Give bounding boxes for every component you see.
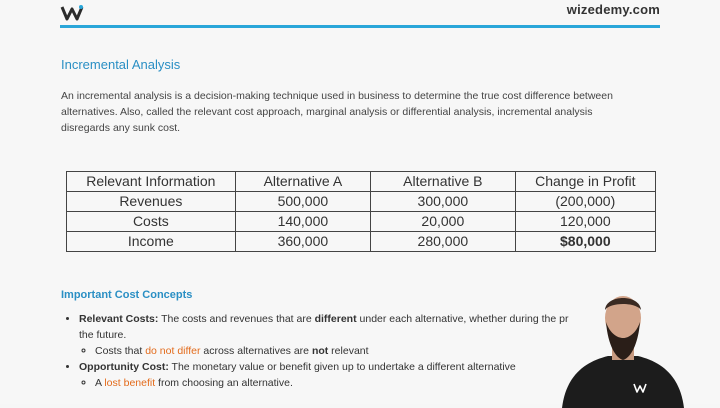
table-row xyxy=(67,232,656,252)
term-label: Opportunity Cost: xyxy=(79,361,169,373)
table-header-row xyxy=(67,172,656,192)
definition-text: The costs and revenues that are xyxy=(158,313,315,325)
presenter-video-overlay xyxy=(556,288,690,408)
table-cell: 140,000 xyxy=(235,212,370,232)
table-cell: 20,000 xyxy=(371,212,516,232)
highlight-text: lost benefit xyxy=(104,377,156,389)
sub-text: from choosing an alternative. xyxy=(155,377,293,389)
table-row xyxy=(67,192,656,212)
definition-text: the future. xyxy=(79,329,127,341)
term-label: Relevant Costs: xyxy=(79,313,159,325)
incremental-analysis-table xyxy=(66,171,656,252)
table-cell: (200,000) xyxy=(515,192,655,212)
highlight-text: do not differ xyxy=(145,345,201,357)
column-header: Alternative B xyxy=(371,172,516,192)
column-header: Relevant Information xyxy=(67,172,236,192)
wizedemy-logo-icon xyxy=(60,4,84,22)
site-name: wizedemy.com xyxy=(566,2,660,17)
table-cell: 300,000 xyxy=(371,192,516,212)
table-row xyxy=(67,212,656,232)
column-header: Change in Profit xyxy=(515,172,655,192)
sub-text: relevant xyxy=(328,345,369,357)
table-cell: Revenues xyxy=(67,192,236,212)
intro-line: disregards any sunk cost. xyxy=(61,122,181,134)
header-divider xyxy=(60,25,660,28)
sub-text: A xyxy=(95,377,105,389)
keyword: different xyxy=(314,313,357,325)
definition-text: under each alternative, whether during the pr xyxy=(356,313,569,325)
sub-text: Costs that xyxy=(95,345,146,357)
table-cell: 280,000 xyxy=(371,232,516,252)
intro-line: alternatives. Also, called the relevant cost approach, marginal analysis or differential analysis, incremental analysis xyxy=(61,106,593,118)
intro-line: An incremental analysis is a decision-making technique used in business to determine the true cost difference between xyxy=(61,90,613,102)
concepts-heading: Important Cost Concepts xyxy=(61,289,193,301)
table-cell: 500,000 xyxy=(235,192,370,212)
definition-text: The monetary value or benefit given up to undertake a different alternative xyxy=(168,361,516,373)
sub-text: across alternatives are xyxy=(200,345,312,357)
section-title: Incremental Analysis xyxy=(61,57,181,72)
table-cell: Income xyxy=(67,232,236,252)
table-cell: 360,000 xyxy=(235,232,370,252)
intro-paragraph xyxy=(61,88,661,136)
table-cell-total: $80,000 xyxy=(515,232,655,252)
column-header: Alternative A xyxy=(235,172,370,192)
table-cell: Costs xyxy=(67,212,236,232)
keyword: not xyxy=(311,345,329,357)
table-cell: 120,000 xyxy=(515,212,655,232)
